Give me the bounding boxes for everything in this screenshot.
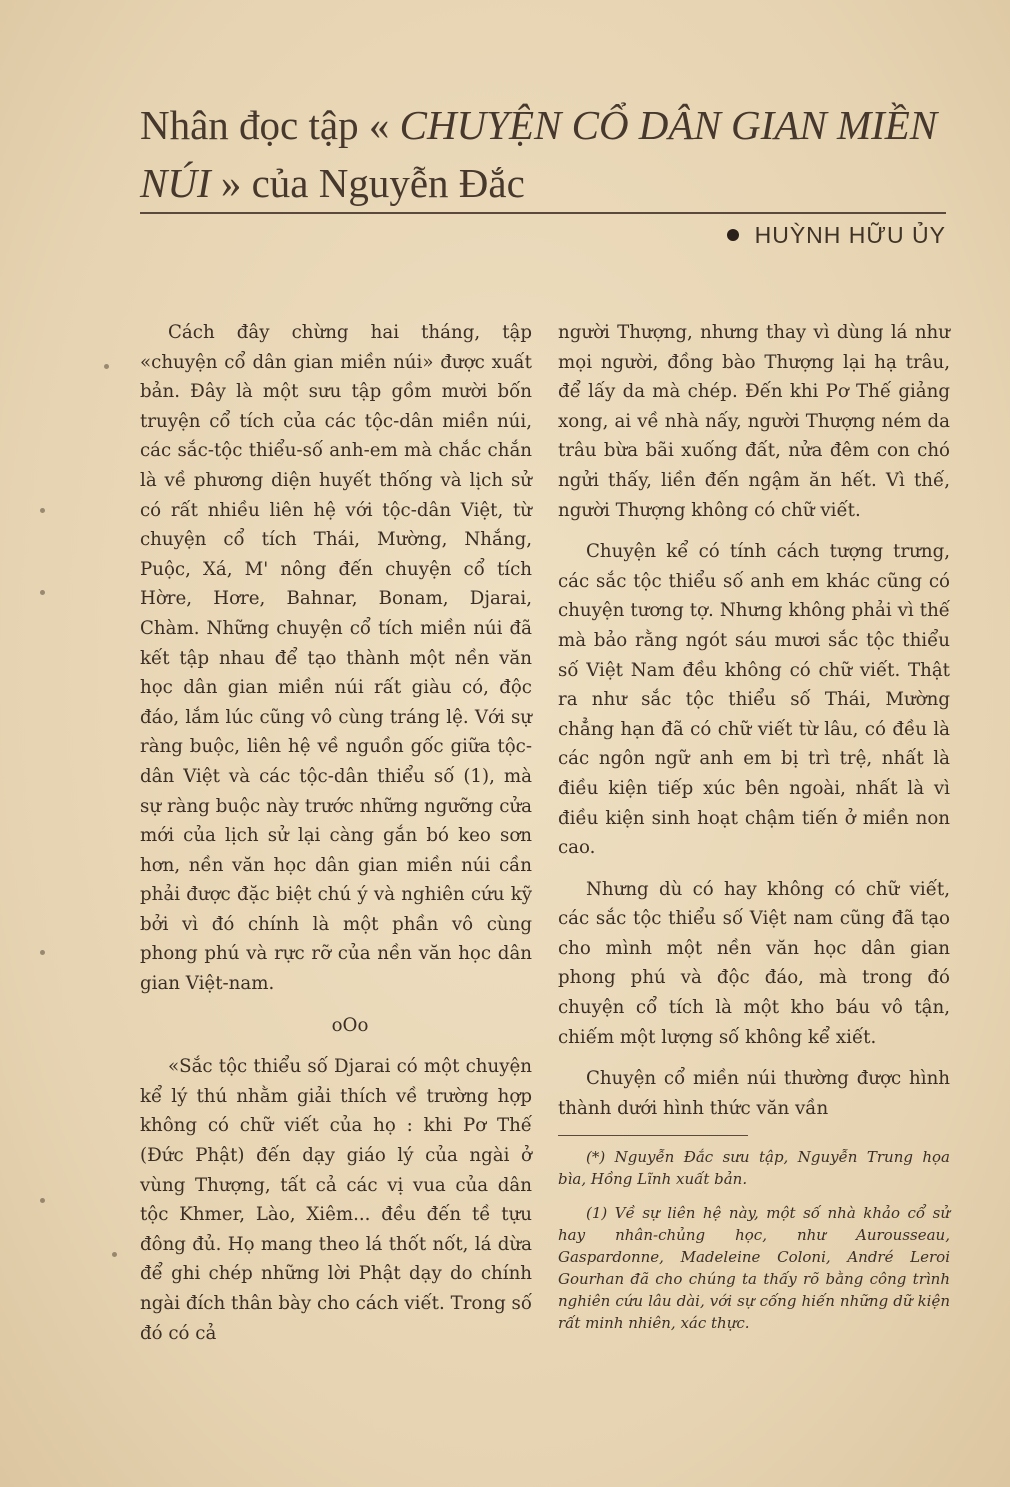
paragraph: «Sắc tộc thiểu số Djarai có một chuyện kể lý thú nhằm giải thích về trường hợp không có chữ viết của họ : khi Pơ Thế (Đức Phật) đến dạy giáo lý của ngài ở vùng Thượng, tất cả các vị vua của dân tộc Khmer, Lào, Xiêm... đều đến tề tựu đông đủ. Họ mang theo lá thốt nốt, lá dừa để ghi chép những lời Phật dạy do chính ngài đích thân bày cho cách viết. Trong số đó có cả — [140, 1056, 532, 1344]
title-text-1: Nhân đọc tập « — [140, 102, 400, 148]
article-title — [140, 96, 940, 212]
paragraph: Chuyện cổ miền núi thường được hình thành dưới hình thức văn vần — [558, 1068, 950, 1119]
margin-mark — [40, 1198, 45, 1203]
title-rule — [140, 212, 946, 214]
footnote-rule — [558, 1135, 748, 1136]
paragraph: Cách đây chừng hai tháng, tập «chuyện cổ dân gian miền núi» được xuất bản. Đây là một sưu tập gồm mười bốn truyện cổ tích của các tộc-dân miền núi, các sắc-tộc thiểu-số anh-em mà chắc chắn là về phương diện huyết thống và lịch sử có rất nhiều liên hệ với tộc-dân Việt, từ chuyện cổ tích Thái, Mường, Nhắng, Puộc, Xá, M' nông đến chuyện cổ tích Hờre, Hơre, Bahnar, Bonam, Djarai, Chàm. Những chuyện cổ tích miền núi đã kết tập nhau để tạo thành một nền văn học dân gian miền núi rất giàu có, độc đáo, lắm lúc cũng vô cùng tráng lệ. Với sự ràng buộc, liên hệ về nguồn gốc giữa tộc-dân Việt và các tộc-dân thiểu số (1), mà sự ràng buộc này trước những ngưỡng cửa mới của lịch sử lại càng gắn bó keo sơn hơn, nền văn học dân gian miền núi cần phải được đặc biệt chú ý và nghiên cứu kỹ bởi vì đó chính là một phần vô cùng phong phú và rực rỡ của nền văn học dân gian Việt-nam. — [140, 322, 532, 995]
footnote: (*) Nguyễn Đắc sưu tập, Nguyễn Trung họa bìa, Hồng Lĩnh xuất bản. — [558, 1148, 950, 1189]
right-column — [558, 318, 950, 1346]
margin-mark — [112, 1252, 117, 1257]
margin-mark — [40, 950, 45, 955]
paragraph: Chuyện kể có tính cách tượng trưng, các sắc tộc thiểu số anh em khác cũng có chuyện tương tợ. Nhưng không phải vì thế mà bảo rằng ngót sáu mươi sắc tộc thiểu số Việt Nam đều không có chữ viết. Thật ra như sắc tộc thiểu số Thái, Mường chẳng hạn đã có chữ viết từ lâu, có đều là các ngôn ngữ anh em bị trì trệ, nhất là điều kiện tiếp xúc bên ngoài, nhất là vì điều kiện sinh hoạt chậm tiến ở miền non cao. — [558, 541, 950, 859]
margin-mark — [104, 364, 109, 369]
title-book-name: CHUYỆN CỔ DÂN GIAN MIỀN NÚI — [140, 102, 938, 206]
margin-mark — [40, 508, 45, 513]
author-name: HUỲNH HỮU ỦY — [754, 222, 946, 248]
paragraph: Nhưng dù có hay không có chữ viết, các sắc tộc thiểu số Việt nam cũng đã tạo cho mình một nền văn học dân gian phong phú và độc đáo, mà trong đó chuyện cổ tích là một kho báu vô tận, chiếm một lượng số không kể xiết. — [558, 878, 950, 1048]
footnote: (1) Về sự liên hệ này, một số nhà khảo cổ sử hay nhân-chủng học, như Aurousseau, Gaspardonne, Madeleine Coloni, André Leroi Gourhan đã cho chúng ta thấy rõ bằng công trình nghiên cứu lâu dài, với sự cống hiến những dữ kiện rất minh nhiên, xác thực. — [558, 1204, 950, 1333]
margin-mark — [40, 590, 45, 595]
left-column — [140, 318, 532, 1360]
title-text-2: » của Nguyễn Đắc — [210, 160, 525, 206]
bullet-icon — [727, 229, 739, 241]
byline — [727, 222, 946, 249]
paragraph: người Thượng, nhưng thay vì dùng lá như mọi người, đồng bào Thượng lại hạ trâu, để lấy da mà chép. Đến khi Pơ Thế giảng xong, ai về nhà nấy, người Thượng ném da trâu bừa bãi xuống đất, nửa đêm con chó ngửi thấy, liền đến ngậm ăn hết. Vì thế, người Thượng không có chữ viết. — [558, 322, 950, 521]
section-separator: oOo — [331, 1014, 369, 1036]
